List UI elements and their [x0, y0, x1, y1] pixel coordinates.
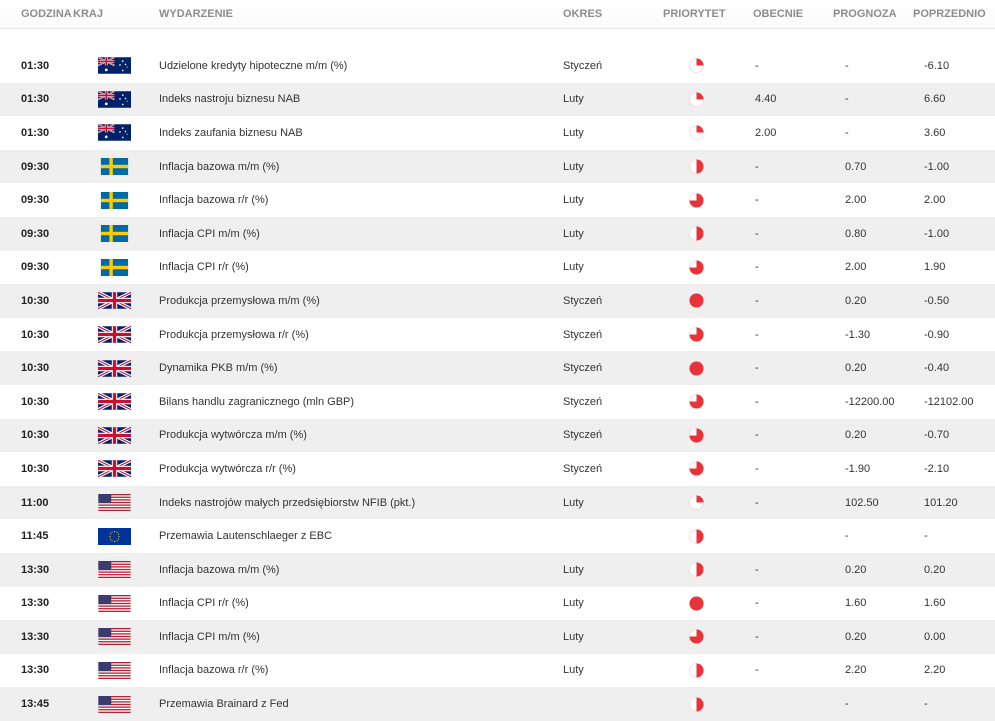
row-event[interactable]: Udzielone kredyty hipoteczne m/m (%) — [159, 59, 348, 72]
priority-icon — [663, 125, 753, 140]
row-previous: -0.40 — [924, 362, 950, 375]
row-period: Styczeń — [563, 59, 603, 72]
row-actual: 4.40 — [755, 93, 777, 106]
row-country — [70, 259, 158, 276]
row-previous: 101.20 — [924, 496, 958, 509]
row-previous: 3.60 — [924, 126, 946, 139]
priority-icon — [663, 495, 753, 510]
row-actual: - — [755, 261, 759, 274]
table-row[interactable] — [0, 351, 995, 385]
row-previous: 6.60 — [924, 93, 946, 106]
row-event[interactable]: Inflacja bazowa r/r (%) — [159, 194, 269, 207]
row-event[interactable]: Indeks zaufania biznesu NAB — [159, 126, 303, 139]
row-time: 09:30 — [21, 160, 50, 173]
row-forecast: - — [845, 93, 849, 106]
table-row[interactable] — [0, 553, 995, 587]
row-event[interactable]: Produkcja przemysłowa m/m (%) — [159, 294, 320, 307]
row-country — [70, 393, 158, 410]
row-event[interactable]: Indeks nastroju biznesu NAB — [159, 93, 301, 106]
row-time: 13:30 — [21, 630, 50, 643]
table-row[interactable] — [0, 284, 995, 318]
priority-icon — [663, 293, 753, 308]
header-actual[interactable]: OBECNIE — [753, 8, 804, 20]
table-row[interactable] — [0, 251, 995, 285]
row-period: Luty — [563, 93, 584, 106]
row-previous: -6.10 — [924, 59, 950, 72]
row-country — [70, 427, 158, 444]
row-actual: - — [755, 630, 759, 643]
row-forecast: - — [845, 59, 849, 72]
row-time: 13:30 — [21, 664, 50, 677]
row-country — [70, 124, 158, 141]
sweden-flag-icon — [98, 192, 131, 209]
row-previous: -0.50 — [924, 294, 950, 307]
table-row[interactable] — [0, 217, 995, 251]
table-row[interactable] — [0, 486, 995, 520]
row-country — [70, 561, 158, 578]
row-actual: - — [755, 664, 759, 677]
header-spacer — [0, 29, 995, 49]
table-row[interactable] — [0, 519, 995, 553]
row-forecast: 2.00 — [845, 194, 867, 207]
row-actual: - — [755, 160, 759, 173]
row-time: 01:30 — [21, 93, 50, 106]
table-row[interactable] — [0, 116, 995, 150]
row-actual: - — [755, 362, 759, 375]
row-forecast: -1.90 — [845, 462, 871, 475]
row-period: Styczeń — [563, 362, 603, 375]
row-country — [70, 662, 158, 679]
row-forecast: 0.20 — [845, 563, 867, 576]
row-time: 10:30 — [21, 328, 50, 341]
row-forecast: - — [845, 530, 849, 543]
priority-icon — [663, 159, 753, 174]
priority-icon — [663, 596, 753, 611]
row-time: 10:30 — [21, 429, 50, 442]
priority-icon — [663, 361, 753, 376]
uk-flag-icon — [98, 360, 131, 377]
row-actual: - — [755, 462, 759, 475]
row-event[interactable]: Przemawia Lautenschlaeger z EBC — [159, 530, 333, 543]
row-previous: 2.00 — [924, 194, 946, 207]
row-event[interactable]: Inflacja CPI m/m (%) — [159, 227, 260, 240]
row-time: 11:00 — [21, 496, 49, 509]
row-time: 10:30 — [21, 462, 50, 475]
row-forecast: 0.20 — [845, 294, 867, 307]
priority-icon — [663, 562, 753, 577]
row-time: 13:30 — [21, 597, 50, 610]
table-row[interactable] — [0, 419, 995, 453]
row-forecast: -1.30 — [845, 328, 871, 341]
table-row[interactable] — [0, 587, 995, 621]
row-time: 10:30 — [21, 362, 50, 375]
row-time: 09:30 — [21, 194, 50, 207]
row-actual: - — [755, 194, 759, 207]
sweden-flag-icon — [98, 158, 131, 175]
row-actual: - — [755, 563, 759, 576]
row-previous: -12102.00 — [924, 395, 974, 408]
table-row[interactable] — [0, 183, 995, 217]
uk-flag-icon — [98, 460, 131, 477]
usa-flag-icon — [98, 595, 131, 612]
priority-icon — [663, 394, 753, 409]
table-row[interactable] — [0, 150, 995, 184]
table-row[interactable] — [0, 49, 995, 83]
row-forecast: - — [845, 698, 849, 711]
table-row[interactable] — [0, 83, 995, 117]
uk-flag-icon — [98, 292, 131, 309]
header-forecast[interactable]: PROGNOZA — [833, 8, 897, 20]
table-row[interactable] — [0, 687, 995, 721]
row-country — [70, 91, 158, 108]
table-row[interactable] — [0, 385, 995, 419]
row-forecast: 0.20 — [845, 630, 867, 643]
usa-flag-icon — [98, 628, 131, 645]
row-period: Luty — [563, 563, 584, 576]
row-event[interactable]: Inflacja CPI r/r (%) — [159, 261, 249, 274]
uk-flag-icon — [98, 326, 131, 343]
row-time: 01:30 — [21, 59, 50, 72]
row-time: 09:30 — [21, 261, 50, 274]
usa-flag-icon — [98, 494, 131, 511]
row-previous: -0.90 — [924, 328, 950, 341]
row-forecast: - — [845, 126, 849, 139]
row-forecast: 0.80 — [845, 227, 867, 240]
row-time: 01:30 — [21, 126, 50, 139]
row-previous: -2.10 — [924, 462, 950, 475]
row-time: 10:30 — [21, 294, 50, 307]
row-time: 13:30 — [21, 563, 50, 576]
header-priority[interactable]: PRIORYTET — [663, 8, 726, 20]
row-time: 13:45 — [21, 698, 50, 711]
row-previous: 2.20 — [924, 664, 946, 677]
priority-icon — [663, 629, 753, 644]
row-forecast: 1.60 — [845, 597, 867, 610]
priority-icon — [663, 58, 753, 73]
row-country — [70, 326, 158, 343]
header-country[interactable]: KRAJ — [73, 8, 103, 20]
row-event[interactable]: Inflacja bazowa m/m (%) — [159, 563, 280, 576]
row-forecast: 0.20 — [845, 429, 867, 442]
sweden-flag-icon — [98, 225, 131, 242]
row-time: 10:30 — [21, 395, 50, 408]
row-event[interactable]: Produkcja przemysłowa r/r (%) — [159, 328, 309, 341]
eu-flag-icon — [98, 528, 131, 545]
row-forecast: 0.20 — [845, 362, 867, 375]
priority-icon — [663, 461, 753, 476]
row-time: 09:30 — [21, 227, 50, 240]
row-forecast: -12200.00 — [845, 395, 895, 408]
row-period: Luty — [563, 160, 584, 173]
row-country — [70, 292, 158, 309]
row-event[interactable]: Inflacja CPI r/r (%) — [159, 597, 249, 610]
priority-icon — [663, 226, 753, 241]
australia-flag-icon — [98, 91, 131, 108]
row-event[interactable]: Inflacja bazowa m/m (%) — [159, 160, 280, 173]
table-row[interactable] — [0, 620, 995, 654]
row-period: Styczeń — [563, 294, 603, 307]
row-period: Luty — [563, 630, 584, 643]
row-forecast: 0.70 — [845, 160, 867, 173]
australia-flag-icon — [98, 124, 131, 141]
australia-flag-icon — [98, 57, 131, 74]
table-row[interactable] — [0, 452, 995, 486]
usa-flag-icon — [98, 561, 131, 578]
usa-flag-icon — [98, 662, 131, 679]
row-forecast: 2.20 — [845, 664, 867, 677]
row-period: Styczeń — [563, 462, 603, 475]
row-event[interactable]: Inflacja CPI m/m (%) — [159, 630, 260, 643]
row-previous: -1.00 — [924, 160, 950, 173]
row-actual: - — [755, 429, 759, 442]
priority-icon — [663, 193, 753, 208]
row-country — [70, 628, 158, 645]
row-country — [70, 225, 158, 242]
row-actual: - — [755, 496, 759, 509]
row-period: Luty — [563, 496, 584, 509]
row-period: Luty — [563, 194, 584, 207]
row-period: Luty — [563, 597, 584, 610]
row-period: Luty — [563, 227, 584, 240]
priority-icon — [663, 529, 753, 544]
row-country — [70, 360, 158, 377]
row-event[interactable]: Bilans handlu zagranicznego (mln GBP) — [159, 395, 355, 408]
row-forecast: 2.00 — [845, 261, 867, 274]
header-period[interactable]: OKRES — [563, 8, 603, 20]
row-event[interactable]: Dynamika PKB m/m (%) — [159, 362, 278, 375]
header-previous[interactable]: POPRZEDNIO — [913, 8, 986, 20]
row-country — [70, 192, 158, 209]
priority-icon — [663, 260, 753, 275]
row-actual: - — [755, 294, 759, 307]
sweden-flag-icon — [98, 259, 131, 276]
priority-icon — [663, 663, 753, 678]
row-country — [70, 595, 158, 612]
row-country — [70, 528, 158, 545]
row-actual: 2.00 — [755, 126, 777, 139]
row-actual: - — [755, 328, 759, 341]
row-event[interactable]: Przemawia Brainard z Fed — [159, 698, 289, 711]
row-period: Styczeń — [563, 395, 603, 408]
row-country — [70, 696, 158, 713]
row-event[interactable]: Produkcja wytwórcza m/m (%) — [159, 429, 307, 442]
row-country — [70, 57, 158, 74]
row-actual: - — [755, 59, 759, 72]
row-previous: 1.90 — [924, 261, 946, 274]
usa-flag-icon — [98, 696, 131, 713]
priority-icon — [663, 697, 753, 712]
row-previous: -0.70 — [924, 429, 950, 442]
row-previous: 1.60 — [924, 597, 946, 610]
row-country — [70, 494, 158, 511]
row-event[interactable]: Indeks nastrojów małych przedsiębiorstw NFIB (pkt.) — [159, 496, 416, 509]
row-period: Styczeń — [563, 429, 603, 442]
table-body — [0, 49, 995, 721]
priority-icon — [663, 327, 753, 342]
table-row[interactable] — [0, 654, 995, 688]
row-period: Luty — [563, 261, 584, 274]
priority-icon — [663, 92, 753, 107]
row-previous: 0.20 — [924, 563, 946, 576]
row-previous: - — [924, 698, 928, 711]
header-event[interactable]: WYDARZENIE — [159, 8, 233, 20]
row-forecast: 102.50 — [845, 496, 879, 509]
header-time[interactable]: GODZINA — [21, 8, 72, 20]
uk-flag-icon — [98, 393, 131, 410]
row-event[interactable]: Inflacja bazowa r/r (%) — [159, 664, 269, 677]
table-header — [0, 0, 995, 29]
row-previous: 0.00 — [924, 630, 946, 643]
row-period: Luty — [563, 126, 584, 139]
row-actual: - — [755, 227, 759, 240]
table-row[interactable] — [0, 318, 995, 352]
row-previous: - — [924, 530, 928, 543]
row-country — [70, 158, 158, 175]
row-period: Luty — [563, 664, 584, 677]
row-actual: - — [755, 395, 759, 408]
row-time: 11:45 — [21, 530, 49, 543]
priority-icon — [663, 428, 753, 443]
row-actual: - — [755, 597, 759, 610]
row-period: Styczeń — [563, 328, 603, 341]
row-previous: -1.00 — [924, 227, 950, 240]
uk-flag-icon — [98, 427, 131, 444]
row-country — [70, 460, 158, 477]
row-event[interactable]: Produkcja wytwórcza r/r (%) — [159, 462, 296, 475]
